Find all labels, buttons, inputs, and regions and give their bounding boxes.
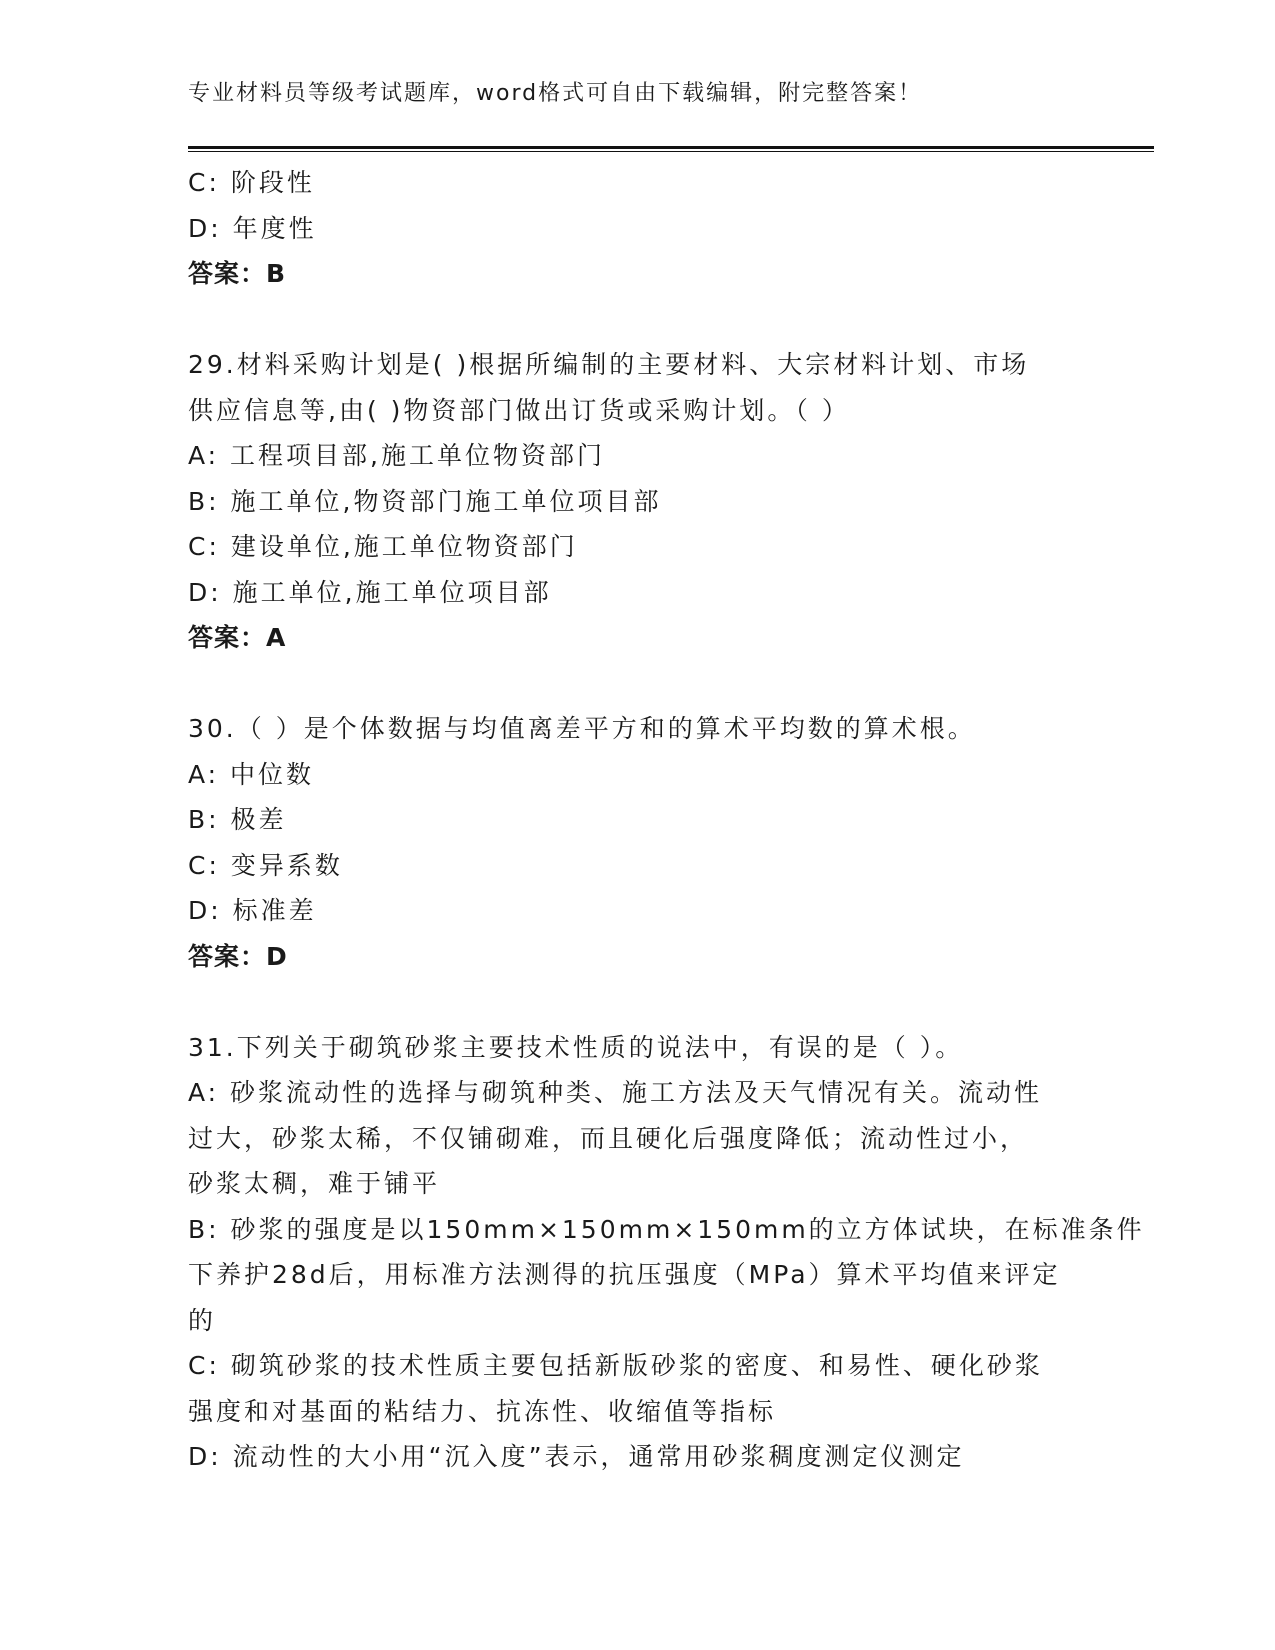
q29-option-c: C: 建设单位,施工单位物资部门	[188, 532, 578, 561]
q28-option-d: D: 年度性	[188, 213, 317, 243]
q31-option-c-line2: 强度和对基面的粘结力、抗冻性、收缩值等指标	[188, 1396, 777, 1426]
spacer	[188, 979, 1088, 1025]
q31-option-b-line1: B: 砂浆的强度是以150mm×150mm×150mm的立方体试块，在标准条件	[188, 1214, 1145, 1244]
q31-option-b-line3: 的	[188, 1305, 217, 1335]
q28-option-c: C: 阶段性	[188, 168, 315, 197]
q29-answer: 答案：A	[188, 623, 287, 652]
q31-option-b-line2: 下养护28d后，用标准方法测得的抗压强度（MPa）算术平均值来评定	[188, 1260, 1061, 1289]
q29-stem-line2: 供应信息等,由( )物资部门做出订货或采购计划。（ ）	[188, 395, 850, 425]
q29-option-d: D: 施工单位,施工单位项目部	[188, 577, 552, 607]
q29-option-b: B: 施工单位,物资部门施工单位项目部	[188, 486, 662, 516]
q31-option-c-line1: C: 砌筑砂浆的技术性质主要包括新版砂浆的密度、和易性、硬化砂浆	[188, 1351, 1043, 1380]
q30-stem: 30.（ ）是个体数据与均值离差平方和的算术平均数的算术根。	[188, 714, 976, 743]
q30-answer: 答案：D	[188, 941, 288, 971]
spacer	[188, 297, 1088, 343]
question-body	[188, 160, 1145, 1480]
q30-option-b: B: 极差	[188, 805, 287, 834]
header-divider	[188, 146, 1154, 152]
q31-option-a-line3: 砂浆太稠，难于铺平	[188, 1169, 441, 1198]
q31-option-a-line1: A: 砂浆流动性的选择与砌筑种类、施工方法及天气情况有关。流动性	[188, 1078, 1043, 1107]
q31-option-d: D: 流动性的大小用“沉入度”表示，通常用砂浆稠度测定仪测定	[188, 1442, 965, 1471]
q28-answer: 答案：B	[188, 259, 287, 288]
q31-stem: 31.下列关于砌筑砂浆主要技术性质的说法中，有误的是（ ）。	[188, 1032, 964, 1062]
q29-option-a: A: 工程项目部,施工单位物资部门	[188, 441, 605, 470]
q31-option-a-line2: 过大，砂浆太稀，不仅铺砌难，而且硬化后强度降低；流动性过小，	[188, 1123, 1029, 1153]
q30-option-c: C: 变异系数	[188, 850, 343, 880]
spacer	[188, 661, 1088, 707]
q30-option-d: D: 标准差	[188, 896, 317, 925]
page-header-text: 专业材料员等级考试题库，word格式可自由下载编辑，附完整答案！	[188, 81, 923, 106]
q29-stem-line1: 29.材料采购计划是( )根据所编制的主要材料、大宗材料计划、市场	[188, 350, 1030, 379]
q30-option-a: A: 中位数	[188, 759, 315, 789]
